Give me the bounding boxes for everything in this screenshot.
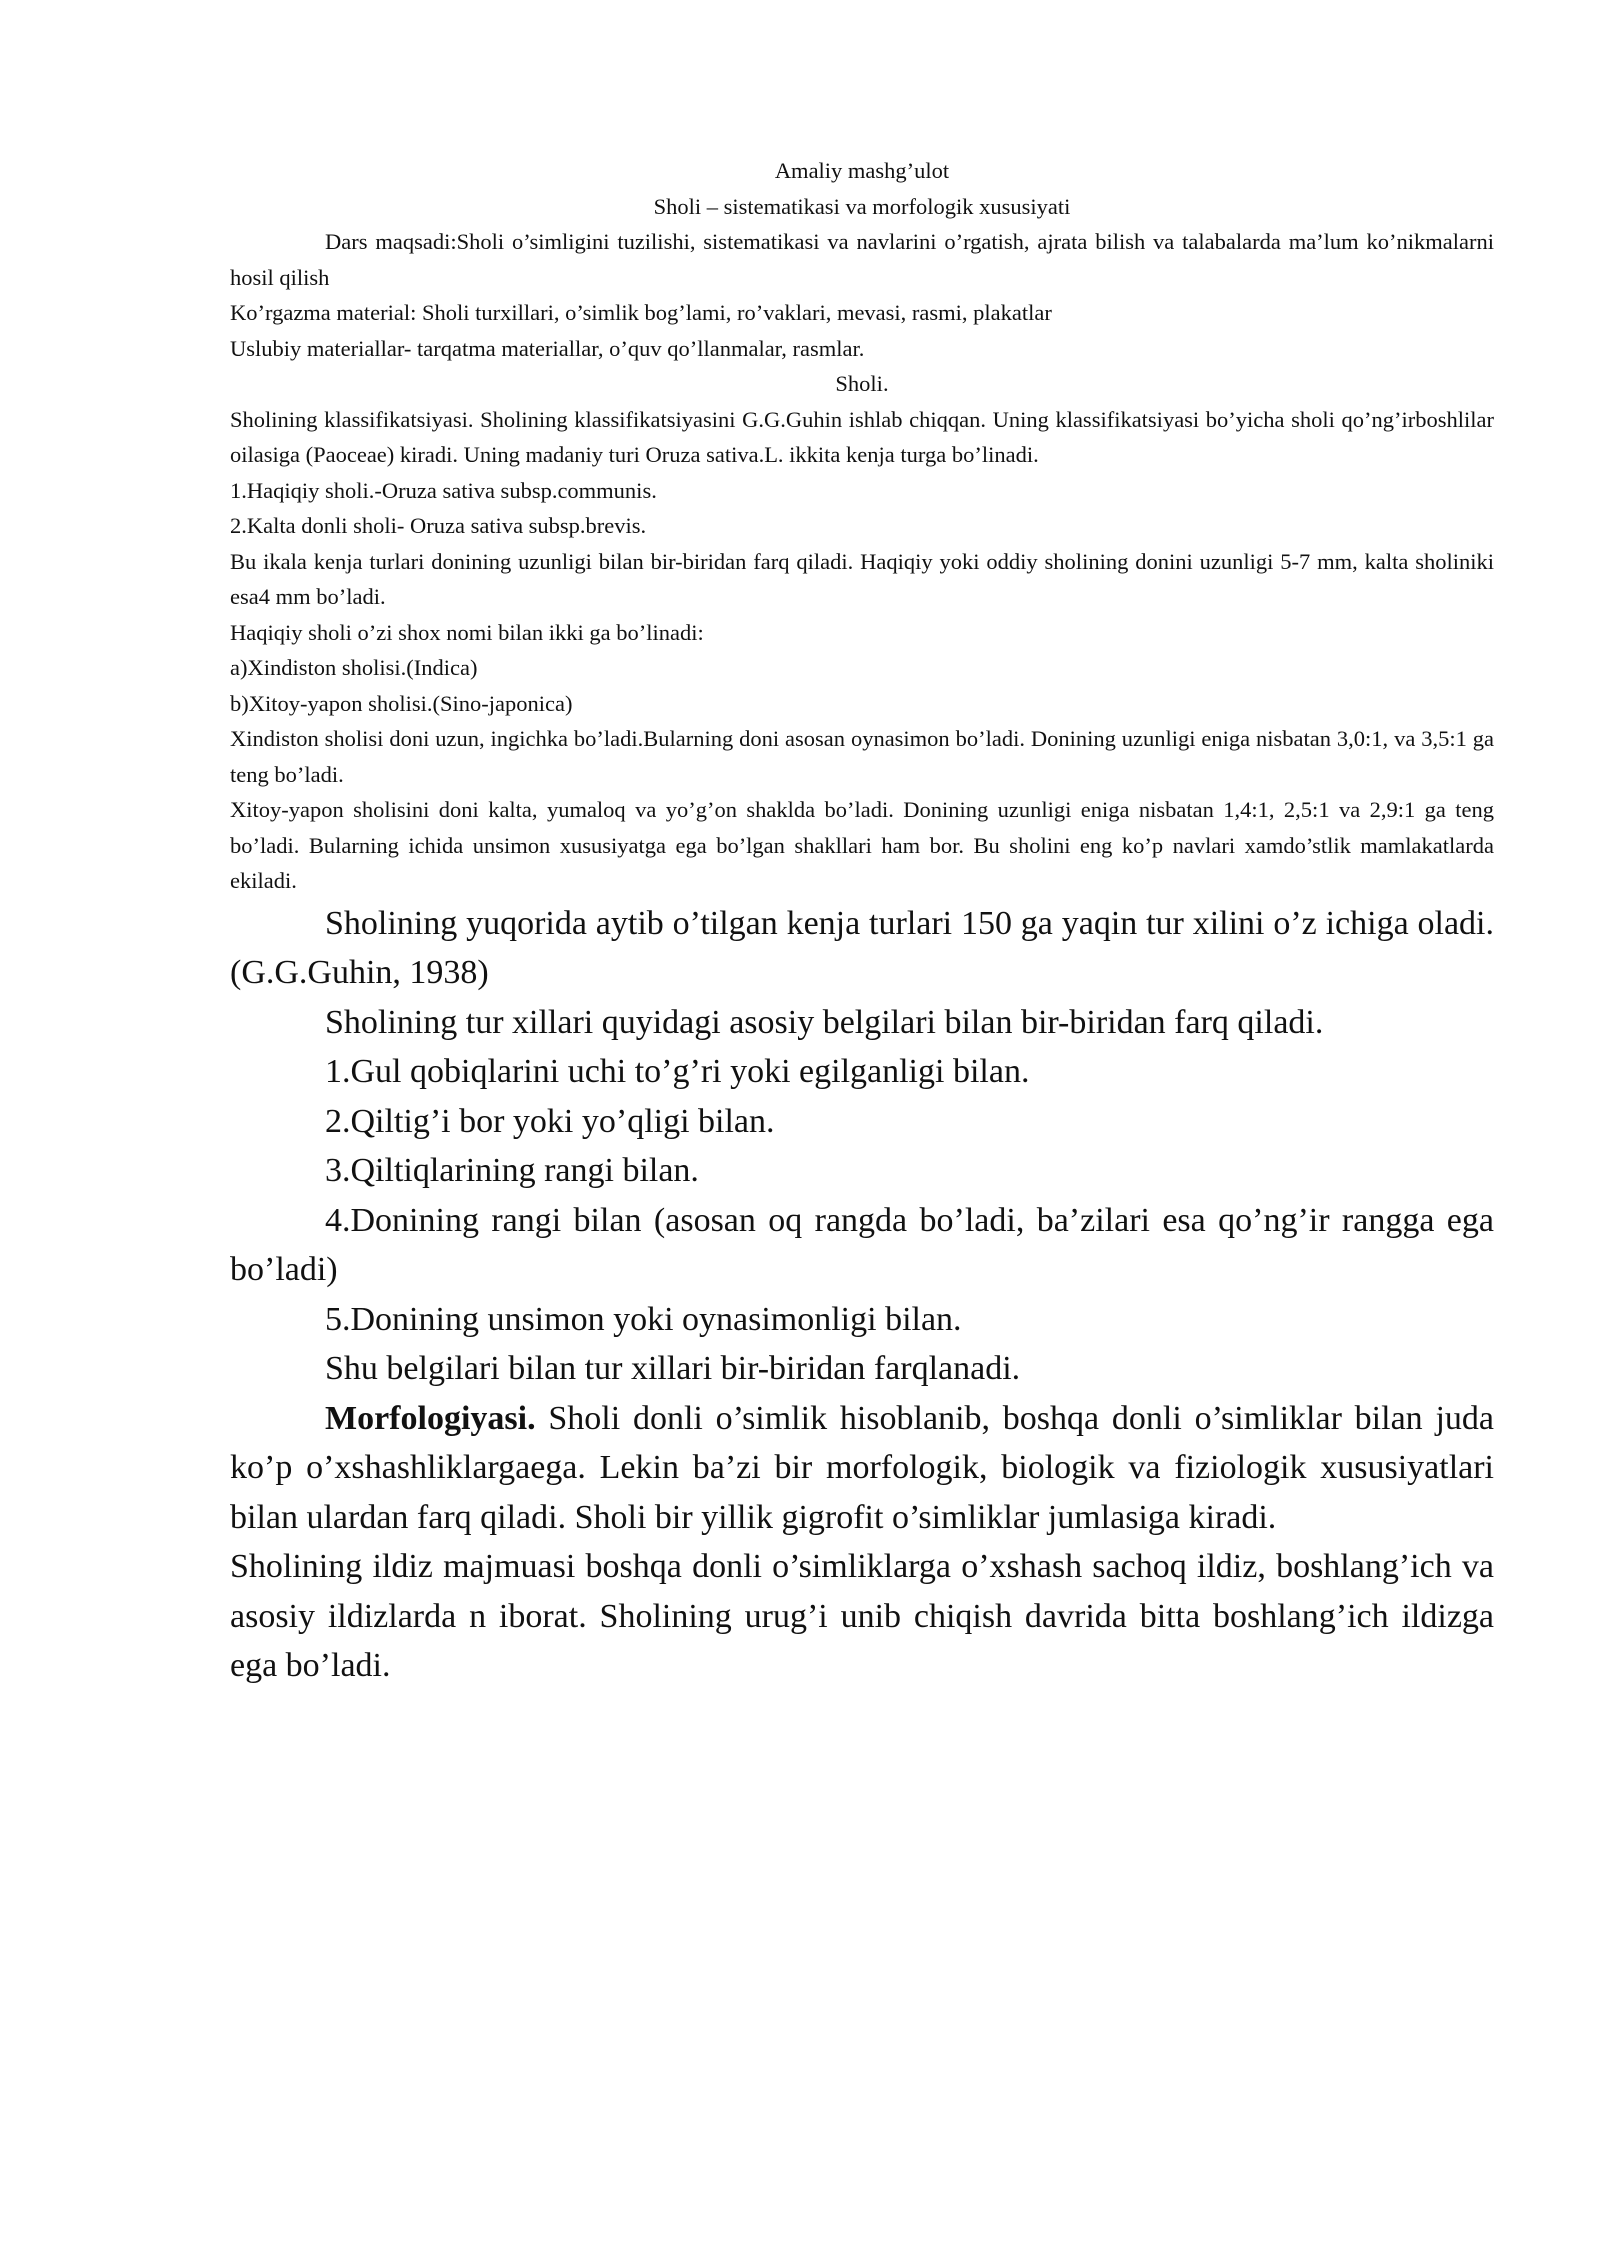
group-a: a)Xindiston sholisi.(Indica) bbox=[230, 655, 478, 680]
morphology-paragraph bbox=[230, 1394, 1494, 1543]
japonica-description: Xitoy-yapon sholisini doni kalta, yumaloq va yo’g’on shaklda bo’ladi. Donining uzunligi eniga nisbatan 1,4:1, 2,5:1 va 2,9:1 ga teng bo’ladi. Bularning ichida unsimon xususiyatga ega bo’lgan shakllari ham bor. Bu sholini eng ko’p navlari xamdo’stlik mamlakatlarda ekiladi. bbox=[230, 797, 1494, 893]
document-title: Amaliy mashg’ulot bbox=[774, 158, 950, 183]
document-page bbox=[230, 153, 1494, 1691]
features-conclusion: Shu belgilari bilan tur xillari bir-biridan farqlanadi. bbox=[325, 1350, 1021, 1387]
morphology-heading: Morfologiyasi. bbox=[325, 1399, 536, 1437]
feature-item-3: 3.Qiltiqlarining rangi bilan. bbox=[325, 1152, 699, 1189]
classification-intro: Sholining klassifikatsiyasi. Sholining klassifikatsiyasini G.G.Guhin ishlab chiqqan. Uning klassifikatsiyasi bo’yicha sholi qo’ng’irboshlilar oilasiga (Paoceae) kiradi. Uning madaniy turi Oruza sativa.L. ikkita kenja turga bo’linadi. bbox=[230, 406, 1494, 467]
document-subtitle: Sholi – sistematikasi va morfologik xususiyati bbox=[653, 193, 1071, 219]
features-intro: Sholining tur xillari quyidagi asosiy belgilari bilan bir-biridan farq qiladi. bbox=[325, 1003, 1324, 1041]
varieties-paragraph: Sholining yuqorida aytib o’tilgan kenja turlari 150 ga yaqin tur xilini o’z ichiga oladi. (G.G.Guhin, 1938) bbox=[230, 904, 1494, 991]
indica-description: Xindiston sholisi doni uzun, ingichka bo’ladi.Bularning doni asosan oynasimon bo’ladi. Donining uzunligi eniga nisbatan 3,0:1, va 3,5:1 ga teng bo’ladi. bbox=[230, 726, 1494, 787]
subspecies-difference: Bu ikala kenja turlari donining uzunligi bilan bir-biridan farq qiladi. Haqiqiy yoki oddiy sholining donini uzunligi 5-7 mm, kalta sholiniki esa4 mm bo’ladi. bbox=[230, 548, 1494, 609]
morphology-text: Sholi donli o’simlik hisoblanib, boshqa donli o’simliklar bilan juda ko’p o’xshashliklargaega. Lekin ba’zi bir morfologik, biologik va fiziologik xususiyatlari bilan ulardan farq qiladi. Sholi bir yillik gigrofit o’simliklar jumlasiga kiradi. bbox=[230, 1399, 1494, 1536]
feature-item-5: 5.Donining unsimon yoki oynasimonligi bilan. bbox=[325, 1300, 962, 1338]
classification-item-1: 1.Haqiqiy sholi.-Oruza sativa subsp.communis. bbox=[230, 477, 657, 503]
feature-item-4: 4.Donining rangi bilan (asosan oq rangda bo’ladi, ba’zilari esa qo’ng’ir rangga ega bo’ladi) bbox=[230, 1201, 1494, 1288]
feature-item-1: 1.Gul qobiqlarini uchi to’g’ri yoki egilganligi bilan. bbox=[325, 1053, 1030, 1090]
section-title: Sholi. bbox=[835, 371, 889, 396]
feature-item-2: 2.Qiltig’i bor yoki yo’qligi bilan. bbox=[325, 1102, 775, 1140]
methodical-material: Uslubiy materiallar- tarqatma materiallar, o’quv qo’llanmalar, rasmlar. bbox=[230, 335, 865, 361]
roots-paragraph: Sholining ildiz majmuasi boshqa donli o’simliklarga o’xshash sachoq ildiz, boshlang’ich va asosiy ildizlarda n iborat. Sholining urug’i unib chiqish davrida bitta boshlang’ich ildizga ega bo’ladi. bbox=[230, 1548, 1494, 1684]
groups-intro: Haqiqiy sholi o’zi shox nomi bilan ikki ga bo’linadi: bbox=[230, 619, 704, 645]
lesson-goal: Dars maqsadi:Sholi o’simligini tuzilishi, sistematikasi va navlarini o’rgatish, ajrata bilish va talabalarda ma’lum ko’nikmalarni hosil qilish bbox=[230, 229, 1494, 290]
visual-material: Ko’rgazma material: Sholi turxillari, o’simlik bog’lami, ro’vaklari, mevasi, rasmi, plakatlar bbox=[230, 300, 1052, 325]
group-b: b)Xitoy-yapon sholisi.(Sino-japonica) bbox=[230, 690, 573, 716]
classification-item-2: 2.Kalta donli sholi- Oruza sativa subsp.brevis. bbox=[230, 513, 647, 538]
